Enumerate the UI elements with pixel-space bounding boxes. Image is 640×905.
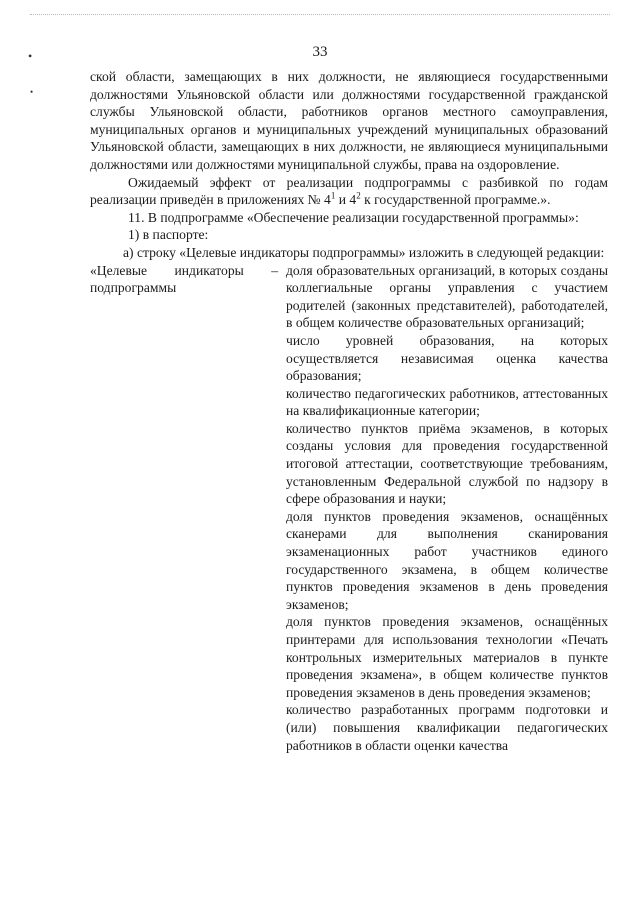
indicator-item: доля пунктов проведения экзаменов, оснащённых принтерами для использования технологии «Печать контрольных измерительных материалов в пункте проведения экзамена», в общем количестве пунктов проведения экзаменов в день проведения экзаменов; — [286, 614, 608, 700]
scan-top-border — [30, 14, 610, 15]
indicator-item: количество педагогических работников, аттестованных на квалификационные категории; — [286, 385, 608, 419]
indicator-item: число уровней образования, на которых осуществляется независимая оценка качества образования; — [286, 332, 608, 384]
document-body — [90, 68, 608, 754]
indicator-item: доля образовательных организаций, в которых созданы коллегиальные органы управления с участием родителей (законных представителей), работодателей, в общем количестве образовательных организаций; — [286, 262, 608, 331]
indicator-item: доля пунктов проведения экзаменов, оснащённых сканерами для выполнения сканирования экзаменационных работ участников единого государственного экзамена, в общем количестве пунктов проведения экзаменов в день проведения экзаменов; — [286, 508, 608, 612]
paragraph-expected-effect: Ожидаемый эффект от реализации подпрограммы с разбивкой по годам реализации приведён в приложениях № $4^1$ и $4^2$ к государственной программе.». — [90, 174, 608, 208]
superscript: 2 — [356, 190, 361, 201]
paragraph-item-11: 11. В подпрограмме «Обеспечение реализации государственной программы»: — [128, 209, 579, 225]
page-number: 33 — [312, 44, 328, 60]
margin-mark: • — [30, 87, 34, 97]
indicator-item: количество разработанных программ подготовки и (или) повышения квалификации педагогических работников в области оценки качества — [286, 702, 608, 753]
paragraph-row-change: а) строку «Целевые индикаторы подпрограммы» изложить в следующей редакции: — [123, 244, 605, 260]
indicators-table — [90, 262, 608, 755]
indicator-item: количество пунктов приёма экзаменов, в которых созданы условия для проведения государственной итоговой аттестации, соответствующие требованиям, установленным Федеральной службой по надзору в сфере образования и науки; — [286, 420, 608, 507]
margin-mark: • — [28, 49, 33, 63]
paragraph-passport: 1) в паспорте: — [128, 227, 209, 243]
indicators-label: «Целевые индикаторы – подпрограммы — [90, 262, 278, 296]
indicators-list — [286, 262, 608, 755]
paragraph-continuation: ской области, замещающих в них должности, не являющиеся государственными должностями Ульяновской области или должностями государственной гражданской службы Ульяновской области, работников органов местного самоуправления, муниципальных органов и муниципальных учреждений муниципальных образований Ульяновской области, замещающих в них должности, не являющиеся муниципальными должностями или должностями муниципальной службы, права на оздоровление. — [90, 69, 608, 172]
superscript: 1 — [330, 190, 336, 201]
